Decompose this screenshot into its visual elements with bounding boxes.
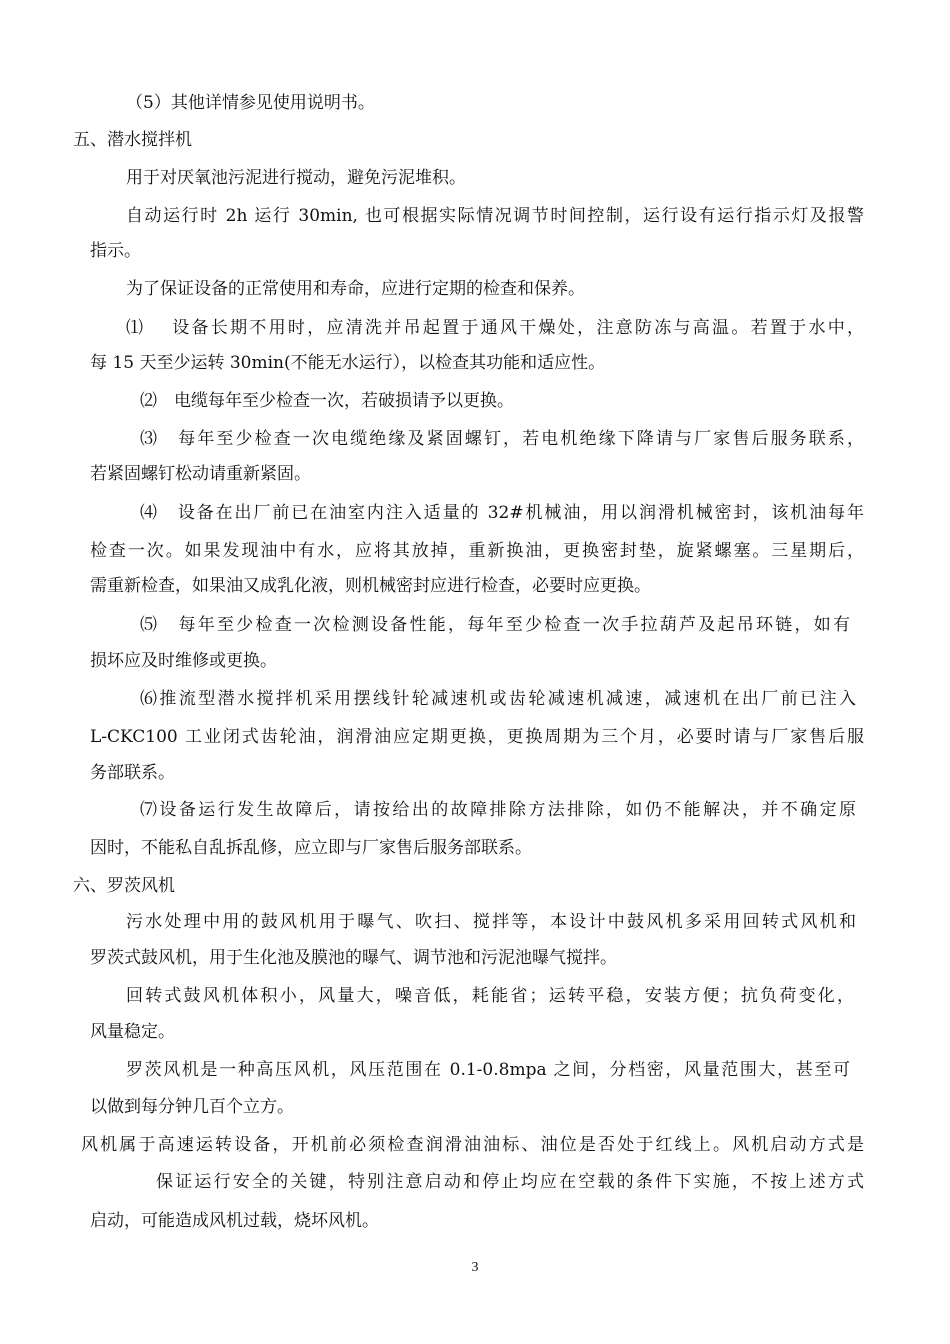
text-line: 保证运行安全的关键，特别注意启动和停止均应在空载的条件下实施，不按上述方式: [156, 1172, 864, 1192]
text-line: 自动运行时 2h 运行 30min, 也可根据实际情况调节时间控制，运行设有运行指示灯及报警: [126, 206, 864, 226]
text-line: 罗茨式鼓风机，用于生化池及膜池的曝气、调节池和污泥池曝气搅拌。: [90, 948, 617, 968]
text-line: ⑷ 设备在出厂前已在油室内注入适量的 32#机械油，用以润滑机械密封，该机油每年: [140, 503, 864, 523]
text-line: ⑺设备运行发生故障后，请按给出的故障排除方法排除，如仍不能解决，并不确定原: [140, 800, 856, 820]
text-line: 指示。: [90, 241, 141, 261]
text-line: ⑹推流型潜水搅拌机采用摆线针轮减速机或齿轮减速机减速，减速机在出厂前已注入: [140, 689, 856, 709]
text-line: 启动，可能造成风机过载，烧坏风机。: [90, 1211, 379, 1231]
text-line: 务部联系。: [90, 763, 175, 783]
text-line: （5）其他详情参见使用说明书。: [126, 93, 375, 113]
text-line: 损坏应及时维修或更换。: [90, 651, 277, 671]
text-line: 为了保证设备的正常使用和寿命，应进行定期的检查和保养。: [126, 279, 585, 299]
text-line: 检查一次。如果发现油中有水，应将其放掉，重新换油，更换密封垫，旋紧螺塞。三星期后，: [90, 541, 864, 561]
text-line: 污水处理中用的鼓风机用于曝气、吹扫、搅拌等，本设计中鼓风机多采用回转式风机和: [126, 912, 856, 932]
text-line: 风机属于高速运转设备，开机前必须检查润滑油油标、油位是否处于红线上。风机启动方式是: [81, 1135, 864, 1155]
text-line: 以做到每分钟几百个立方。: [90, 1097, 294, 1117]
text-line: 每 15 天至少运转 30min(不能无水运行），以检查其功能和适应性。: [90, 353, 606, 373]
text-line: 用于对厌氧池污泥进行搅动，避免污泥堆积。: [126, 168, 466, 188]
text-line: L-CKC100 工业闭式齿轮油，润滑油应定期更换，更换周期为三个月，必要时请与厂家售后服: [90, 727, 864, 747]
section-heading: 六、罗茨风机: [73, 876, 175, 896]
text-line: 因时，不能私自乱拆乱修，应立即与厂家售后服务部联系。: [90, 838, 532, 858]
text-line: ⑶ 每年至少检查一次电缆绝缘及紧固螺钉，若电机绝缘下降请与厂家售后服务联系，: [140, 429, 864, 449]
page-number: 3: [471, 1260, 479, 1275]
text-line: 需重新检查，如果油又成乳化液，则机械密封应进行检查，必要时应更换。: [90, 576, 651, 596]
section-heading: 五、潜水搅拌机: [73, 130, 192, 150]
text-line: ⑸ 每年至少检查一次检测设备性能，每年至少检查一次手拉葫芦及起吊环链，如有: [140, 615, 850, 635]
text-line: 若紧固螺钉松动请重新紧固。: [90, 464, 311, 484]
text-line: 回转式鼓风机体积小，风量大，噪音低，耗能省；运转平稳，安装方便；抗负荷变化，: [126, 986, 854, 1006]
text-line: 风量稳定。: [90, 1022, 175, 1042]
text-line: ⑵ 电缆每年至少检查一次，若破损请予以更换。: [140, 391, 514, 411]
text-line: 罗茨风机是一种高压风机，风压范围在 0.1-0.8mpa 之间，分档密，风量范围大，甚至可: [126, 1060, 850, 1080]
text-line: ⑴ 设备长期不用时，应清洗并吊起置于通风干燥处，注意防冻与高温。若置于水中，: [126, 318, 864, 338]
